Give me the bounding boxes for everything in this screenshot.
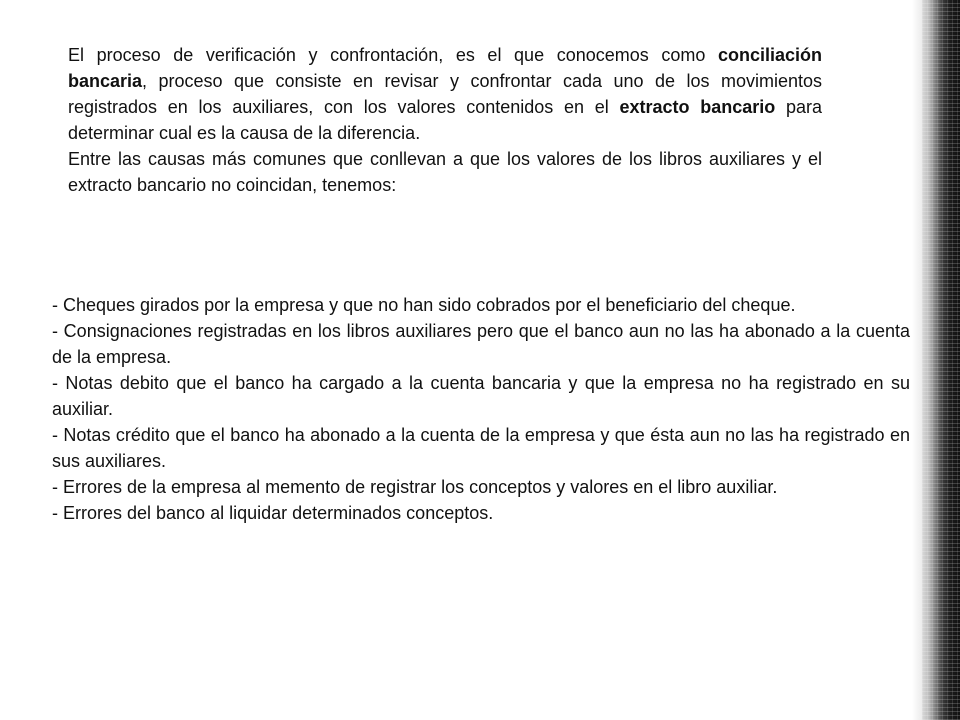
intro-text	[68, 42, 822, 198]
intro-text-part-1: El proceso de verificación y confrontación, es el que conocemos como	[68, 45, 718, 65]
decorative-right-edge	[922, 0, 960, 720]
term-extracto-bancario: extracto bancario	[619, 97, 776, 117]
intro-paragraph-2: Entre las causas más comunes que conllevan a que los valores de los libros auxiliares y el extracto bancario no coincidan, tenemos:	[68, 149, 822, 195]
cause-item: - Notas crédito que el banco ha abonado a la cuenta de la empresa y que ésta aun no las ha registrado en sus auxiliares.	[52, 425, 910, 471]
cause-item: - Notas debito que el banco ha cargado a la cuenta bancaria y que la empresa no ha registrado en su auxiliar.	[52, 373, 910, 419]
intro-text-part-2: , proceso que consiste en revisar y confrontar cada uno de los movimientos registrados en los auxiliares, con los valores contenidos en el	[68, 71, 822, 117]
cause-item: - Cheques girados por la empresa y que no han sido cobrados por el beneficiario del cheque.	[52, 295, 796, 315]
cause-item: - Errores del banco al liquidar determinados conceptos.	[52, 503, 494, 523]
cause-item: - Errores de la empresa al memento de registrar los conceptos y valores en el libro auxiliar.	[52, 477, 778, 497]
causes-list	[52, 292, 910, 526]
cause-item: - Consignaciones registradas en los libros auxiliares pero que el banco aun no las ha abonado a la cuenta de la empresa.	[52, 321, 910, 367]
intro-text-part-3: para determinar cual es la causa de la diferencia.	[68, 97, 822, 143]
intro-paragraph-1	[68, 42, 822, 146]
term-conciliacion-bancaria: conciliación bancaria	[68, 45, 822, 91]
